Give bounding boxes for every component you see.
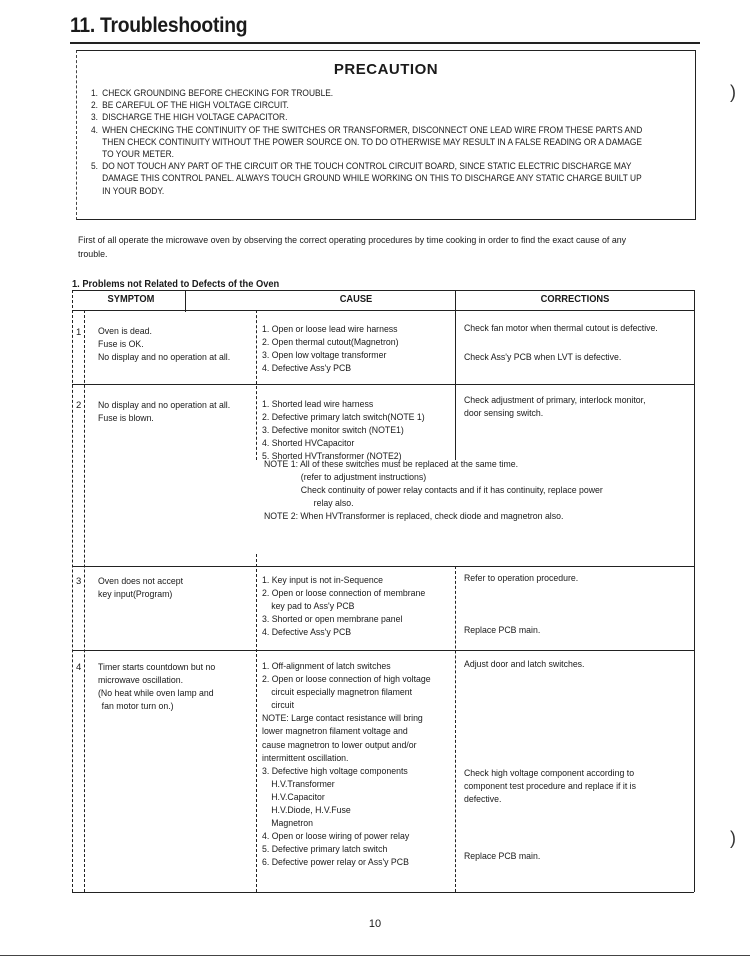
- cause-cell: 1. Key input is not in-Sequence 2. Open or loose connection of membrane key pad to Ass'y PCB 3. Shorted or open membrane panel 4. Defective Ass'y PCB: [262, 575, 426, 638]
- intro-paragraph: First of all operate the microwave oven by observing the correct operating procedures by time cooking in order to find the exact cause of any trouble.: [78, 235, 627, 260]
- cause-cell: 1. Shorted lead wire harness 2. Defective primary latch switch(NOTE 1) 3. Defective monitor switch (NOTE1) 4. Shorted HVCapacitor 5. Shorted HVTransformer (NOTE2): [262, 399, 425, 462]
- precaution-item: 3. DISCHARGE THE HIGH VOLTAGE CAPACITOR.: [91, 112, 288, 123]
- symptom-cell: Oven is dead. Fuse is OK. No display and no operation at all.: [98, 326, 231, 363]
- corrections-cell: Check fan motor when thermal cutout is defective. Check Ass'y PCB when LVT is defective.: [464, 323, 658, 363]
- title-rule: [70, 42, 700, 44]
- cause-cell: 1. Open or loose lead wire harness 2. Open thermal cutout(Magnetron) 3. Open low voltage transformer 4. Defective Ass'y PCB: [262, 324, 399, 374]
- symptom-cell: No display and no operation at all. Fuse is blown.: [98, 400, 231, 424]
- precaution-title: PRECAUTION: [333, 61, 439, 78]
- notes-block: NOTE 1: All of these switches must be replaced at the same time. (refer to adjustment instructions) Check continuity of power relay contacts and if it has continuity, replace power relay also. NOTE 2: When HVTransformer is replaced, check diode and magnetron also.: [264, 458, 696, 523]
- row-divider: [72, 566, 694, 567]
- row-divider: [72, 384, 694, 385]
- precaution-list: [91, 87, 645, 197]
- row-number: 1: [76, 327, 82, 338]
- table-top-rule: [72, 290, 694, 291]
- subsection-title: 1. Problems not Related to Defects of the Oven: [72, 279, 280, 290]
- row-number: 2: [76, 400, 82, 411]
- margin-mark: ): [730, 82, 736, 102]
- precaution-item: 1. CHECK GROUNDING BEFORE CHECKING FOR TROUBLE.: [91, 88, 334, 98]
- header-corrections: CORRECTIONS: [540, 294, 610, 305]
- precaution-item: 4. WHEN CHECKING THE CONTINUITY OF THE SWITCHES OR TRANSFORMER, DISCONNECT ONE LEAD WIRE FROM THESE PARTS AND THEN CHECK CONTINUITY WITHOUT THE POWER SOURCE ON. TO DO OTHERWISE MAY RESULT IN A FALSE READING OR A DAMAGE TO YOUR METER.: [91, 124, 643, 160]
- cause-cell: 1. Off-alignment of latch switches 2. Open or loose connection of high voltage circuit especially magnetron filament circuit NOTE: Large contact resistance will bring lower magnetron filament voltage and cause magnetron to lower output and/or intermittent oscillation. 3. Defective high voltage components H.V.Transformer H.V.Capacitor H.V.Diode, H.V.Fuse Magnetron 4. Open or loose wiring of power relay 5. Defective primary latch switch 6. Defective power relay or Ass'y PCB: [262, 661, 431, 869]
- table-bottom-rule: [72, 892, 694, 893]
- table-right-rule: [694, 290, 695, 892]
- note-2: NOTE 2: When HVTransformer is replaced, check diode and magnetron also.: [264, 511, 564, 522]
- troubleshooting-table: [72, 290, 694, 892]
- corrections-cell: Refer to operation procedure. Replace PCB main.: [464, 573, 579, 636]
- margin-mark: ): [730, 828, 736, 848]
- symptom-cell: Oven does not accept key input(Program): [98, 576, 184, 600]
- row-number: 3: [76, 576, 82, 587]
- note-1: NOTE 1: All of these switches must be replaced at the same time.: [264, 459, 519, 470]
- table-header-rule: [72, 310, 694, 311]
- corrections-cell: Adjust door and latch switches. Check high voltage component according to component test procedure and replace if it is defective. Replace PCB main.: [464, 659, 636, 862]
- header-symptom: SYMPTOM: [107, 294, 155, 305]
- table-left-rule: [72, 290, 73, 892]
- section-title: 11. Troubleshooting: [70, 14, 248, 37]
- precaution-item: 5. DO NOT TOUCH ANY PART OF THE CIRCUIT OR THE TOUCH CONTROL CIRCUIT BOARD, SINCE STATIC ELECTRIC DISCHARGE MAY DAMAGE THIS CONTROL PANEL. ALWAYS TOUCH GROUND WHILE WORKING ON THIS TO DISCHARGE ANY STATIC CHARGE BUILT UP IN YOUR BODY.: [91, 161, 642, 196]
- cause-column-rule: [256, 310, 257, 460]
- row-divider: [72, 650, 694, 651]
- header-cause: CAUSE: [339, 294, 373, 305]
- bottom-rule: [0, 955, 750, 956]
- corrections-cell: Check adjustment of primary, interlock monitor, door sensing switch.: [464, 395, 646, 419]
- num-column-rule: [84, 310, 85, 892]
- row-number: 4: [76, 662, 82, 673]
- cause-column-rule: [256, 554, 257, 892]
- page-number: 10: [368, 918, 382, 930]
- symptom-cell: Timer starts countdown but no microwave oscillation. (No heat while oven lamp and fan motor turn on.): [98, 662, 216, 712]
- header-divider: [185, 290, 186, 312]
- precaution-box: [76, 50, 696, 220]
- precaution-item: 2. BE CAREFUL OF THE HIGH VOLTAGE CIRCUIT.: [91, 100, 289, 111]
